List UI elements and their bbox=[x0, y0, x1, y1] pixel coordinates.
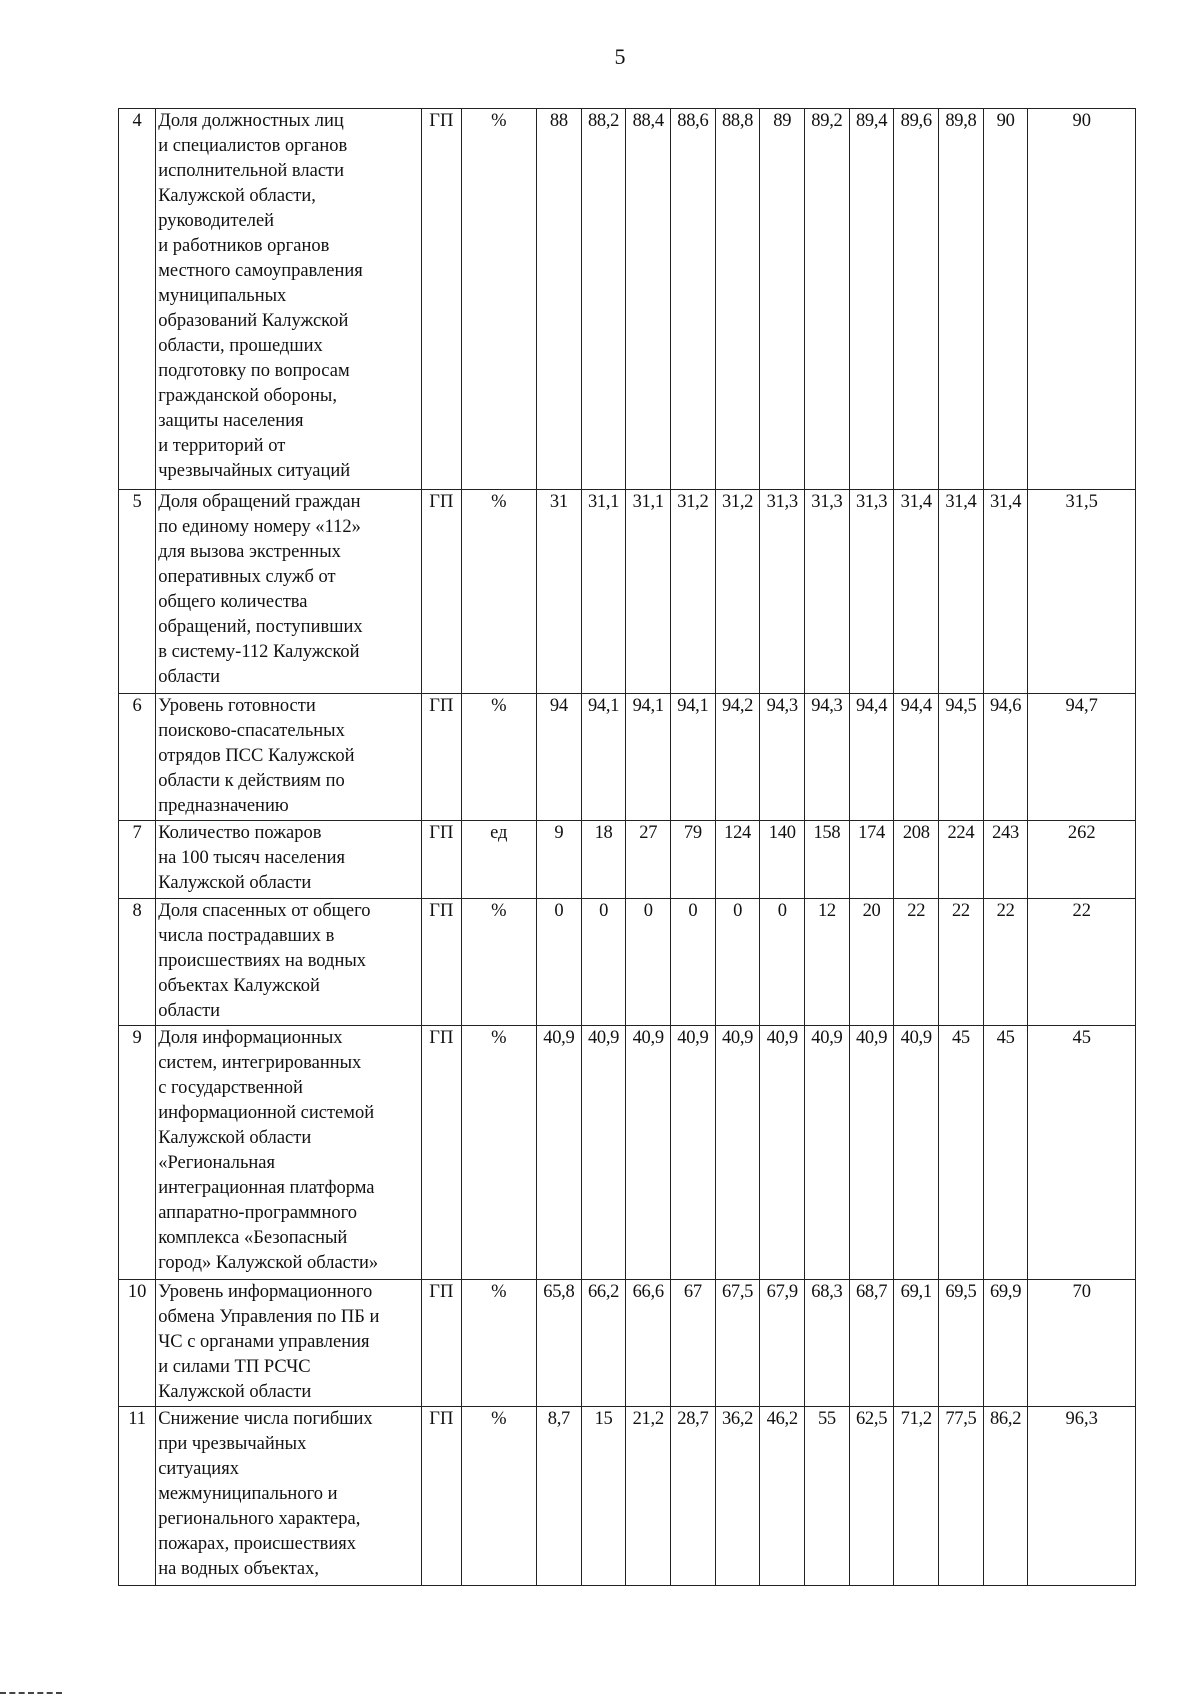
year-value-cell: 89,4 bbox=[849, 109, 894, 490]
page-number: 5 bbox=[614, 44, 626, 69]
final-value-cell: 45 bbox=[1028, 1026, 1136, 1280]
year-value-cell: 31 bbox=[537, 490, 582, 694]
table-row bbox=[119, 1026, 1136, 1280]
year-value-cell: 88,2 bbox=[581, 109, 626, 490]
indicator-name-cell: Уровень информационного обмена Управления по ПБ и ЧС с органами управления и силами ТП РСЧС Калужской области bbox=[156, 1280, 422, 1407]
year-value-cell: 55 bbox=[805, 1407, 850, 1586]
final-value-cell: 90 bbox=[1028, 109, 1136, 490]
year-value-cell: 89,8 bbox=[939, 109, 984, 490]
year-value-cell: 18 bbox=[581, 821, 626, 899]
table-row bbox=[119, 490, 1136, 694]
year-value-cell: 0 bbox=[760, 899, 805, 1026]
year-value-cell: 88,8 bbox=[715, 109, 760, 490]
year-value-cell: 94,2 bbox=[715, 694, 760, 821]
row-number-cell: 6 bbox=[119, 694, 156, 821]
year-value-cell: 31,4 bbox=[894, 490, 939, 694]
year-value-cell: 69,5 bbox=[939, 1280, 984, 1407]
year-value-cell: 68,7 bbox=[849, 1280, 894, 1407]
final-value-cell: 262 bbox=[1028, 821, 1136, 899]
year-value-cell: 68,3 bbox=[805, 1280, 850, 1407]
year-value-cell: 40,9 bbox=[849, 1026, 894, 1280]
indicator-name-cell: Доля должностных лиц и специалистов органов исполнительной власти Калужской области, руководителей и работников органов местного самоуправления муниципальных образований Калужской области, прошедших подготовку по вопросам гражданской обороны, защиты населения и территорий от чрезвычайных ситуаций bbox=[156, 109, 422, 490]
year-value-cell: 89 bbox=[760, 109, 805, 490]
table-row bbox=[119, 109, 1136, 490]
row-number-cell: 11 bbox=[119, 1407, 156, 1586]
year-value-cell: 31,1 bbox=[626, 490, 671, 694]
year-value-cell: 31,2 bbox=[671, 490, 716, 694]
year-value-cell: 94,1 bbox=[626, 694, 671, 821]
unit-cell: % bbox=[461, 109, 537, 490]
year-value-cell: 88,6 bbox=[671, 109, 716, 490]
indicator-name-cell: Доля спасенных от общего числа пострадавших в происшествиях на водных объектах Калужской области bbox=[156, 899, 422, 1026]
year-value-cell: 94,1 bbox=[671, 694, 716, 821]
year-value-cell: 40,9 bbox=[760, 1026, 805, 1280]
final-value-cell: 96,3 bbox=[1028, 1407, 1136, 1586]
year-value-cell: 40,9 bbox=[894, 1026, 939, 1280]
year-value-cell: 31,4 bbox=[939, 490, 984, 694]
row-number-cell: 4 bbox=[119, 109, 156, 490]
indicator-name-cell: Доля информационных систем, интегрированных с государственной информационной системой Калужской области «Региональная интеграционная платформа аппаратно-программного комплекса «Безопасный город» Калужской области» bbox=[156, 1026, 422, 1280]
year-value-cell: 140 bbox=[760, 821, 805, 899]
year-value-cell: 0 bbox=[581, 899, 626, 1026]
year-value-cell: 79 bbox=[671, 821, 716, 899]
year-value-cell: 40,9 bbox=[537, 1026, 582, 1280]
year-value-cell: 86,2 bbox=[983, 1407, 1028, 1586]
year-value-cell: 0 bbox=[671, 899, 716, 1026]
year-value-cell: 174 bbox=[849, 821, 894, 899]
year-value-cell: 224 bbox=[939, 821, 984, 899]
final-value-cell: 22 bbox=[1028, 899, 1136, 1026]
year-value-cell: 22 bbox=[894, 899, 939, 1026]
year-value-cell: 12 bbox=[805, 899, 850, 1026]
unit-cell: % bbox=[461, 899, 537, 1026]
program-type-cell: ГП bbox=[422, 821, 461, 899]
year-value-cell: 22 bbox=[983, 899, 1028, 1026]
year-value-cell: 77,5 bbox=[939, 1407, 984, 1586]
year-value-cell: 9 bbox=[537, 821, 582, 899]
year-value-cell: 94,1 bbox=[581, 694, 626, 821]
table-row bbox=[119, 899, 1136, 1026]
year-value-cell: 208 bbox=[894, 821, 939, 899]
year-value-cell: 69,1 bbox=[894, 1280, 939, 1407]
year-value-cell: 45 bbox=[939, 1026, 984, 1280]
year-value-cell: 94,3 bbox=[760, 694, 805, 821]
year-value-cell: 21,2 bbox=[626, 1407, 671, 1586]
scan-edge-mark bbox=[0, 1690, 62, 1694]
table-row bbox=[119, 1407, 1136, 1586]
year-value-cell: 67,5 bbox=[715, 1280, 760, 1407]
year-value-cell: 88,4 bbox=[626, 109, 671, 490]
year-value-cell: 40,9 bbox=[671, 1026, 716, 1280]
program-type-cell: ГП bbox=[422, 694, 461, 821]
year-value-cell: 66,2 bbox=[581, 1280, 626, 1407]
indicator-name-cell: Доля обращений граждан по единому номеру «112» для вызова экстренных оперативных служб от общего количества обращений, поступивших в систему-112 Калужской области bbox=[156, 490, 422, 694]
year-value-cell: 69,9 bbox=[983, 1280, 1028, 1407]
unit-cell: ед bbox=[461, 821, 537, 899]
year-value-cell: 8,7 bbox=[537, 1407, 582, 1586]
year-value-cell: 40,9 bbox=[581, 1026, 626, 1280]
year-value-cell: 31,1 bbox=[581, 490, 626, 694]
year-value-cell: 65,8 bbox=[537, 1280, 582, 1407]
year-value-cell: 40,9 bbox=[626, 1026, 671, 1280]
unit-cell: % bbox=[461, 1026, 537, 1280]
year-value-cell: 0 bbox=[537, 899, 582, 1026]
year-value-cell: 0 bbox=[715, 899, 760, 1026]
program-type-cell: ГП bbox=[422, 1026, 461, 1280]
year-value-cell: 31,2 bbox=[715, 490, 760, 694]
year-value-cell: 89,2 bbox=[805, 109, 850, 490]
indicator-name-cell: Количество пожаров на 100 тысяч населения Калужской области bbox=[156, 821, 422, 899]
year-value-cell: 40,9 bbox=[715, 1026, 760, 1280]
year-value-cell: 71,2 bbox=[894, 1407, 939, 1586]
final-value-cell: 70 bbox=[1028, 1280, 1136, 1407]
unit-cell: % bbox=[461, 1407, 537, 1586]
program-type-cell: ГП bbox=[422, 1407, 461, 1586]
year-value-cell: 31,3 bbox=[805, 490, 850, 694]
year-value-cell: 28,7 bbox=[671, 1407, 716, 1586]
year-value-cell: 94,3 bbox=[805, 694, 850, 821]
table-row bbox=[119, 1280, 1136, 1407]
year-value-cell: 46,2 bbox=[760, 1407, 805, 1586]
year-value-cell: 94,5 bbox=[939, 694, 984, 821]
year-value-cell: 40,9 bbox=[805, 1026, 850, 1280]
indicators-table bbox=[118, 108, 1136, 1586]
year-value-cell: 94,4 bbox=[849, 694, 894, 821]
year-value-cell: 62,5 bbox=[849, 1407, 894, 1586]
row-number-cell: 9 bbox=[119, 1026, 156, 1280]
year-value-cell: 31,3 bbox=[849, 490, 894, 694]
year-value-cell: 67 bbox=[671, 1280, 716, 1407]
row-number-cell: 10 bbox=[119, 1280, 156, 1407]
year-value-cell: 36,2 bbox=[715, 1407, 760, 1586]
year-value-cell: 124 bbox=[715, 821, 760, 899]
final-value-cell: 31,5 bbox=[1028, 490, 1136, 694]
year-value-cell: 27 bbox=[626, 821, 671, 899]
unit-cell: % bbox=[461, 694, 537, 821]
program-type-cell: ГП bbox=[422, 899, 461, 1026]
year-value-cell: 158 bbox=[805, 821, 850, 899]
row-number-cell: 5 bbox=[119, 490, 156, 694]
year-value-cell: 15 bbox=[581, 1407, 626, 1586]
year-value-cell: 0 bbox=[626, 899, 671, 1026]
year-value-cell: 90 bbox=[983, 109, 1028, 490]
program-type-cell: ГП bbox=[422, 1280, 461, 1407]
year-value-cell: 20 bbox=[849, 899, 894, 1026]
program-type-cell: ГП bbox=[422, 490, 461, 694]
year-value-cell: 88 bbox=[537, 109, 582, 490]
unit-cell: % bbox=[461, 1280, 537, 1407]
final-value-cell: 94,7 bbox=[1028, 694, 1136, 821]
year-value-cell: 243 bbox=[983, 821, 1028, 899]
row-number-cell: 7 bbox=[119, 821, 156, 899]
year-value-cell: 89,6 bbox=[894, 109, 939, 490]
unit-cell: % bbox=[461, 490, 537, 694]
year-value-cell: 67,9 bbox=[760, 1280, 805, 1407]
year-value-cell: 94,6 bbox=[983, 694, 1028, 821]
program-type-cell: ГП bbox=[422, 109, 461, 490]
table-row bbox=[119, 694, 1136, 821]
year-value-cell: 94,4 bbox=[894, 694, 939, 821]
year-value-cell: 31,3 bbox=[760, 490, 805, 694]
table-row bbox=[119, 821, 1136, 899]
year-value-cell: 31,4 bbox=[983, 490, 1028, 694]
year-value-cell: 94 bbox=[537, 694, 582, 821]
year-value-cell: 66,6 bbox=[626, 1280, 671, 1407]
year-value-cell: 22 bbox=[939, 899, 984, 1026]
indicators-table-body bbox=[119, 109, 1136, 1586]
row-number-cell: 8 bbox=[119, 899, 156, 1026]
indicator-name-cell: Уровень готовности поисково-спасательных отрядов ПСС Калужской области к действиям по предназначению bbox=[156, 694, 422, 821]
year-value-cell: 45 bbox=[983, 1026, 1028, 1280]
indicator-name-cell: Снижение числа погибших при чрезвычайных ситуациях межмуниципального и регионального характера, пожарах, происшествиях на водных объектах, bbox=[156, 1407, 422, 1586]
